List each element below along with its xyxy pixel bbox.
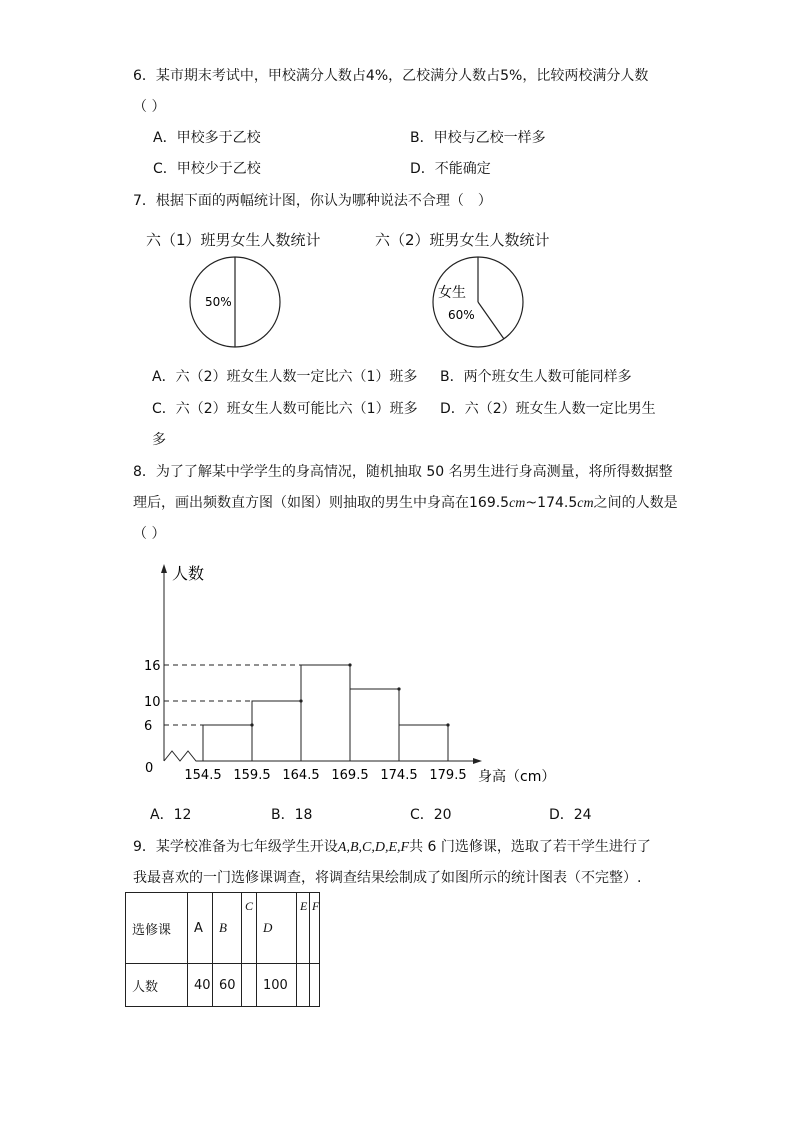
q9-stem-line1 [133, 838, 651, 857]
pie2-radius-lower [478, 302, 504, 339]
x-tick-label: 179.5 [429, 768, 467, 783]
histogram-bar [350, 689, 399, 761]
bar-corner-dot [446, 723, 449, 726]
axis-break-zigzag [164, 751, 203, 761]
histogram-bar [301, 665, 350, 761]
table-cell: B [213, 893, 242, 964]
table-cell [242, 964, 257, 1007]
q8-unit-a: cm [509, 496, 526, 511]
q9-stem-text-a: 9．某学校准备为七年级学生开设 [133, 839, 338, 855]
course-c-label: C [245, 898, 254, 913]
pie1-label: 50% [205, 295, 232, 309]
table-cell: 选修课 [126, 893, 188, 964]
y-axis-arrow [161, 564, 167, 573]
course-table [125, 892, 320, 1007]
q8-option-d: D．24 [549, 807, 592, 823]
q7-option-c: C．六（2）班女生人数可能比六（1）班多 [152, 401, 418, 417]
bar-corner-dot [348, 663, 351, 666]
q9-courses: A,B,C,D,E,F [337, 840, 410, 855]
table-row [126, 964, 320, 1007]
table-cell [242, 893, 257, 964]
table-cell: 40 [188, 964, 213, 1007]
q6-stem: 6．某市期末考试中，甲校满分人数占4%，乙校满分人数占5%，比较两校满分人数 [133, 68, 649, 84]
q8-stem-line1: 8．为了了解某中学学生的身高情况，随机抽取 50 名男生进行身高测量，将所得数据整 [133, 464, 673, 480]
table-cell [297, 893, 310, 964]
q8-range-b: 174.5 [537, 495, 578, 511]
x-tick-label: 169.5 [331, 768, 369, 783]
pie-chart-class2 [428, 252, 528, 352]
q8-stem-line2 [133, 494, 678, 513]
pie2-title: 六（2）班男女生人数统计 [375, 231, 550, 249]
x-tick-label: 154.5 [184, 768, 222, 783]
x-axis-label: 身高（cm） [478, 769, 556, 785]
y-tick-label: 6 [144, 719, 153, 734]
pie2-label-pct: 60% [448, 308, 475, 322]
course-f-label: F [312, 898, 320, 913]
pie2-label-name: 女生 [438, 285, 466, 301]
q8-option-a: A．12 [150, 807, 192, 823]
height-histogram [130, 555, 580, 795]
table-cell: 60 [213, 964, 242, 1007]
q8-unit-b: cm [577, 496, 594, 511]
table-header-row [126, 893, 320, 964]
table-cell: 100 [257, 964, 297, 1007]
table-cell [310, 964, 320, 1007]
q9-stem-line2: 我最喜欢的一门选修课调查，将调查结果绘制成了如图所示的统计图表（不完整）. [133, 870, 642, 886]
table-cell [297, 964, 310, 1007]
table-cell: A [188, 893, 213, 964]
q6-paren: （ ） [133, 99, 166, 115]
q8-stem-text-b: 之间的人数是 [593, 495, 678, 511]
q8-stem-text-a: 理后，画出频数直方图（如图）则抽取的男生中身高在 [133, 495, 469, 511]
q6-option-d: D．不能确定 [410, 161, 491, 177]
table-cell: 人数 [126, 964, 188, 1007]
q7-stem: 7．根据下面的两幅统计图，你认为哪种说法不合理（ ） [133, 193, 492, 209]
q8-option-b: B．18 [271, 807, 313, 823]
y-tick-label: 10 [144, 695, 161, 710]
q8-range-a: 169.5 [469, 495, 510, 511]
x-tick-label: 159.5 [233, 768, 271, 783]
y-axis-label: 人数 [172, 564, 205, 583]
q7-option-a: A．六（2）班女生人数一定比六（1）班多 [152, 369, 418, 385]
bar-corner-dot [397, 687, 400, 690]
x-axis-arrow [473, 758, 482, 764]
y-tick-label: 16 [144, 659, 161, 674]
course-e-label: E [300, 898, 308, 913]
q7-option-b: B．两个班女生人数可能同样多 [440, 369, 632, 385]
q6-option-b: B．甲校与乙校一样多 [410, 130, 546, 146]
pie1-title: 六（1）班男女生人数统计 [146, 231, 321, 249]
q7-option-d-cont: 多 [152, 432, 166, 448]
origin-label: 0 [145, 761, 154, 776]
q8-tilde: ~ [525, 495, 538, 511]
pie-chart-class1 [185, 252, 285, 352]
histogram-bar [203, 725, 252, 761]
x-tick-label: 164.5 [282, 768, 320, 783]
q9-stem-text-b: 共 6 门选修课，选取了若干学生进行了 [409, 839, 651, 855]
histogram-bar [399, 725, 448, 761]
histogram-bar [252, 701, 301, 761]
q8-option-c: C．20 [410, 807, 452, 823]
q7-option-d: D．六（2）班女生人数一定比男生 [440, 401, 656, 417]
q8-paren: （ ） [133, 526, 166, 542]
x-tick-label: 174.5 [380, 768, 418, 783]
table-cell: D [257, 893, 297, 964]
q6-option-c: C．甲校少于乙校 [153, 161, 261, 177]
table-cell [310, 893, 320, 964]
q6-option-a: A．甲校多于乙校 [153, 130, 261, 146]
